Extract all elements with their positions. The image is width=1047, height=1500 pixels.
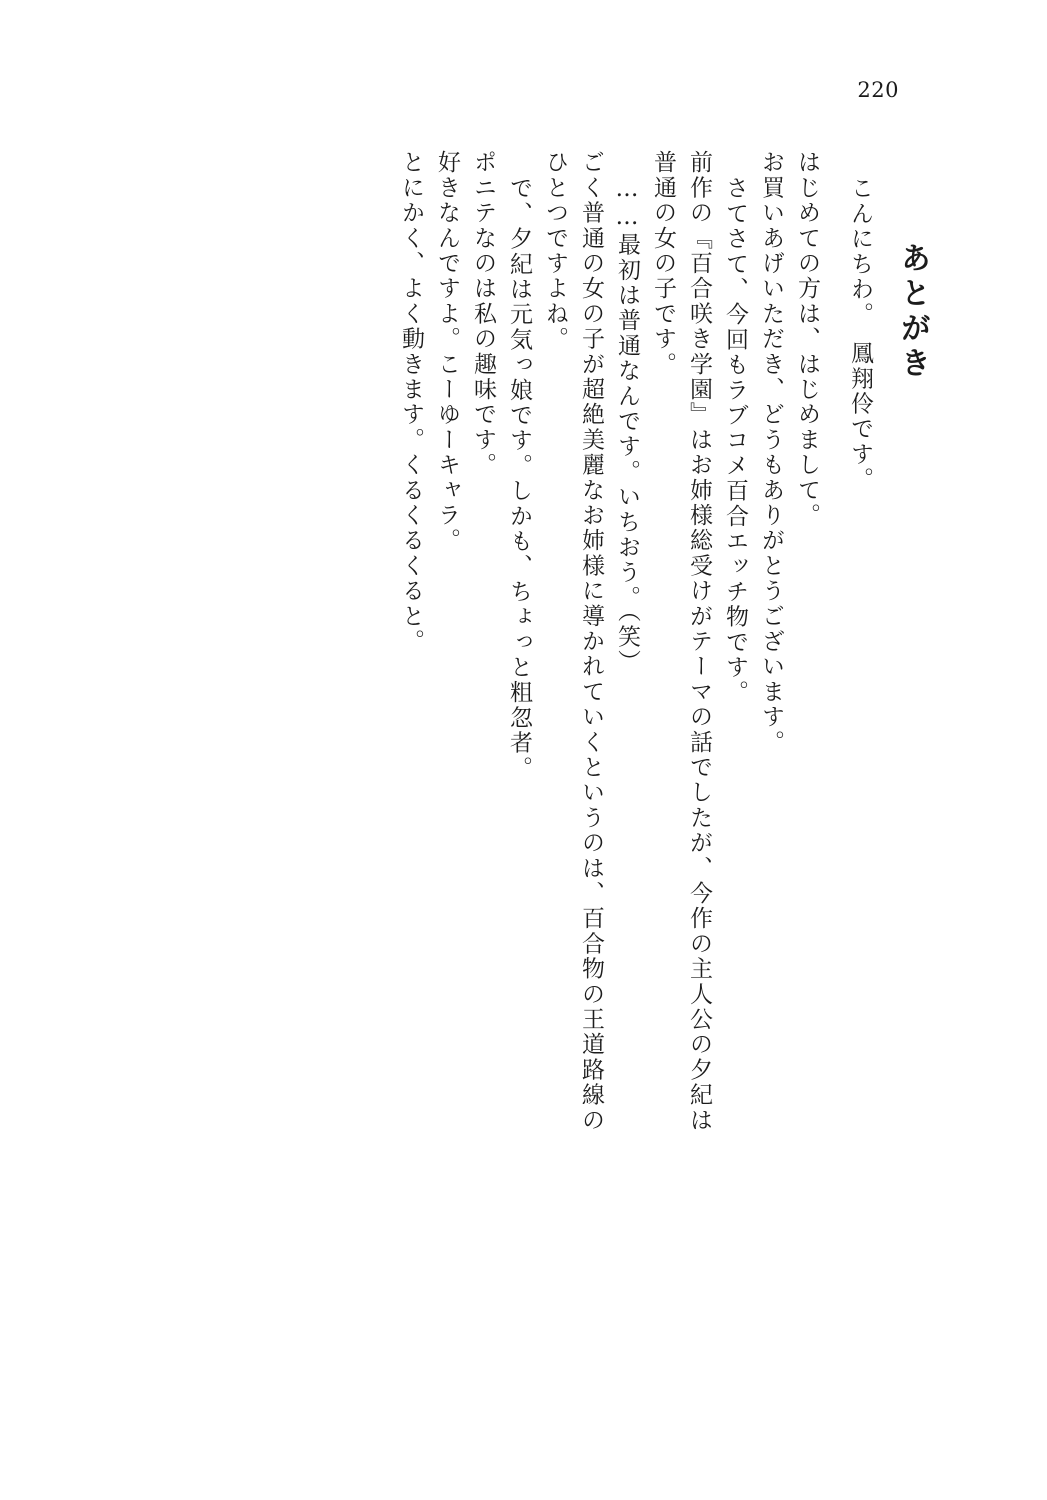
body-line: 好きなんですよ。こーゆーキャラ。 — [434, 150, 460, 554]
afterword-heading: あとがき — [895, 242, 930, 382]
body-line: ごく普通の女の子が超絶美麗なお姉様に導かれていくというのは、百合物の王道路線の — [578, 150, 604, 1133]
page-number: 220 — [857, 78, 899, 102]
body-line: とにかく、よく動きます。くるくるくると。 — [398, 150, 424, 654]
body-line: こんにちわ。 鳳翔伶です。 — [847, 176, 873, 493]
body-line: ひとつですよね。 — [542, 150, 568, 352]
body-line: ポニテなのは私の趣味です。 — [470, 150, 496, 478]
vertical-text-body — [107, 150, 930, 1400]
body-line: はじめての方は、はじめまして。 — [794, 150, 820, 528]
body-line: 普通の女の子です。 — [650, 150, 676, 377]
body-line: ……最初は普通なんです。いちおう。（笑） — [614, 176, 640, 675]
body-line: で、夕紀は元気っ娘です。しかも、ちょっと粗忽者。 — [506, 176, 532, 781]
body-line: さてさて、今回もラブコメ百合エッチ物です。 — [722, 176, 748, 706]
body-line: お買いあげいただき、どうもありがとうございます。 — [758, 150, 784, 755]
body-line: 前作の『百合咲き学園』はお姉様総受けがテーマの話でしたが、今作の主人公の夕紀は — [686, 150, 712, 1133]
